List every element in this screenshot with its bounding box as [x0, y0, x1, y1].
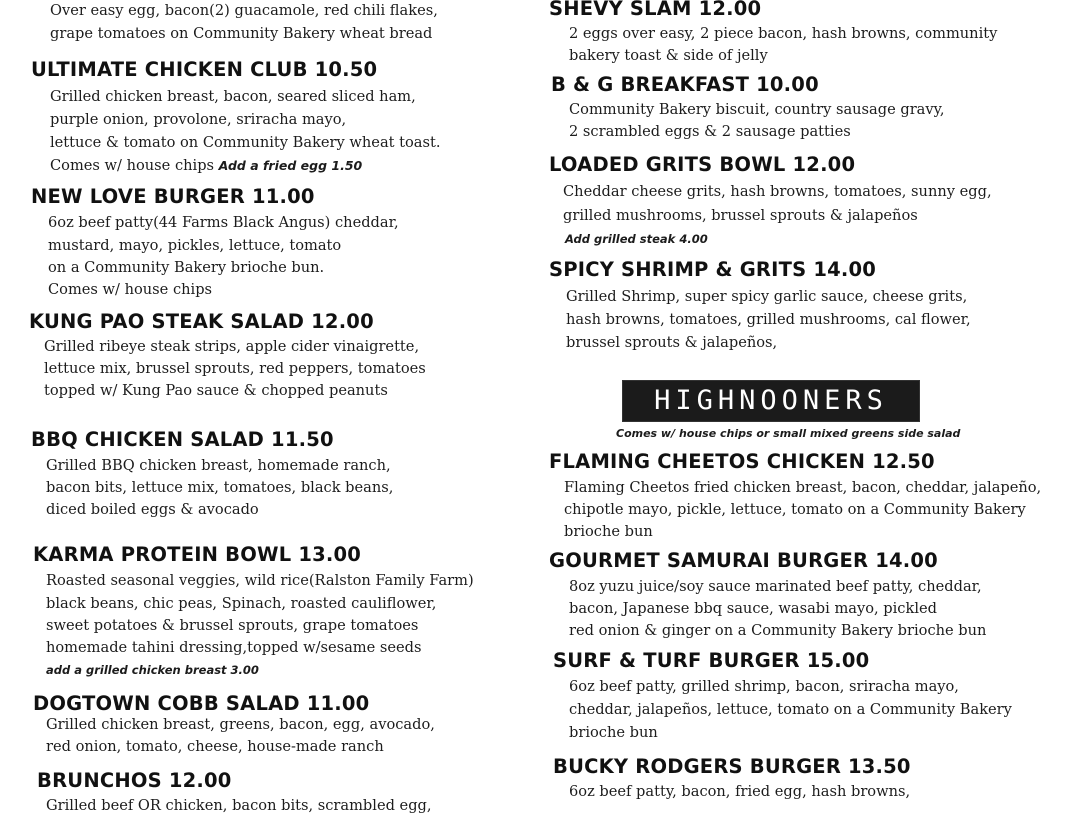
menu-item-description: 2 eggs over easy, 2 piece bacon, hash browns, community [569, 25, 998, 42]
menu-item-description: on a Community Bakery brioche bun. [48, 259, 325, 276]
menu-item-title-bg-breakfast: B & G BREAKFAST 10.00 [551, 73, 819, 96]
menu-item-title-flaming-cheetos-chicken: FLAMING CHEETOS CHICKEN 12.50 [549, 450, 935, 473]
menu-item-description: Grilled chicken breast, greens, bacon, egg, avocado, [46, 716, 435, 733]
left-column [0, 0, 530, 814]
menu-item-title-bbq-chicken-salad: BBQ CHICKEN SALAD 11.50 [31, 428, 334, 451]
menu-item-description: 2 scrambled eggs & 2 sausage patties [569, 123, 851, 140]
menu-item-description: hash browns, tomatoes, grilled mushrooms, cal flower, [566, 311, 971, 328]
menu-item-description: lettuce & tomato on Community Bakery wheat toast. [50, 134, 441, 151]
menu-item-title-bucky-rodgers-burger: BUCKY RODGERS BURGER 13.50 [553, 755, 911, 778]
menu-item-description: sweet potatoes & brussel sprouts, grape tomatoes [46, 617, 419, 634]
menu-item-title-shevy-slam: SHEVY SLAM 12.00 [549, 0, 762, 20]
menu-item-description: chipotle mayo, pickle, lettuce, tomato on a Community Bakery [564, 501, 1026, 518]
menu-item-description: Comes w/ house chips [48, 281, 213, 298]
menu-item-title-gourmet-samurai-burger: GOURMET SAMURAI BURGER 14.00 [549, 549, 938, 572]
menu-item-title-kung-pao-steak-salad: KUNG PAO STEAK SALAD 12.00 [29, 310, 374, 333]
section-banner-highnooners: HIGHNOONERS [622, 380, 920, 422]
menu-item-description: Grilled chicken breast, bacon, seared sliced ham, [50, 88, 416, 105]
menu-item-description: bacon bits, lettuce mix, tomatoes, black beans, [46, 479, 394, 496]
menu-item-description: 6oz beef patty(44 Farms Black Angus) cheddar, [48, 214, 399, 231]
right-column [530, 0, 1080, 808]
menu-item-description: purple onion, provolone, sriracha mayo, [50, 111, 347, 128]
addon-note: add a grilled chicken breast 3.00 [46, 663, 259, 677]
menu-item-description: Grilled Shrimp, super spicy garlic sauce, cheese grits, [566, 288, 968, 305]
section-subtitle: Comes w/ house chips or small mixed greens side salad [616, 427, 961, 440]
menu-item-description: Grilled ribeye steak strips, apple cider vinaigrette, [44, 338, 420, 355]
menu-item-title-karma-protein-bowl: KARMA PROTEIN BOWL 13.00 [33, 543, 362, 566]
menu-item-title-new-love-burger: NEW LOVE BURGER 11.00 [31, 185, 315, 208]
addon-note: Add a fried egg 1.50 [218, 158, 363, 173]
menu-item-title-ultimate-chicken-club: ULTIMATE CHICKEN CLUB 10.50 [31, 58, 378, 81]
menu-item-description: red onion & ginger on a Community Bakery brioche bun [569, 622, 987, 639]
menu-item-description: mustard, mayo, pickles, lettuce, tomato [48, 237, 342, 254]
menu-item-description: grilled mushrooms, brussel sprouts & jalapeños [563, 207, 918, 224]
menu-item-description: lettuce mix, brussel sprouts, red peppers, tomatoes [44, 360, 426, 377]
menu-item-description: Roasted seasonal veggies, wild rice(Ralston Family Farm) [46, 572, 474, 589]
menu-item-title-dogtown-cobb-salad: DOGTOWN COBB SALAD 11.00 [33, 692, 370, 715]
menu-item-description: bacon, Japanese bbq sauce, wasabi mayo, pickled [569, 600, 937, 617]
menu-item-description: Grilled beef OR chicken, bacon bits, scrambled egg, [46, 797, 432, 814]
menu-item-description: brioche bun [564, 523, 653, 540]
menu-item-title-brunchos: BRUNCHOS 12.00 [37, 769, 232, 792]
menu-item-description: bakery toast & side of jelly [569, 47, 768, 64]
menu-item-description: red onion, tomato, cheese, house-made ranch [46, 738, 384, 755]
menu-item-description: Over easy egg, bacon(2) guacamole, red chili flakes, [50, 2, 438, 19]
addon-note: Add grilled steak 4.00 [565, 232, 708, 246]
menu-item-description: brioche bun [569, 724, 658, 741]
menu-item-description-with-addon [50, 155, 362, 178]
menu-item-description: homemade tahini dressing,topped w/sesame seeds [46, 639, 422, 656]
menu-item-description: Cheddar cheese grits, hash browns, tomatoes, sunny egg, [563, 183, 992, 200]
menu-item-title-loaded-grits-bowl: LOADED GRITS BOWL 12.00 [549, 153, 856, 176]
menu-item-description: grape tomatoes on Community Bakery wheat bread [50, 25, 433, 42]
menu-item-description: diced boiled eggs & avocado [46, 501, 259, 518]
menu-item-description: Grilled BBQ chicken breast, homemade ranch, [46, 457, 391, 474]
menu-item-description: black beans, chic peas, Spinach, roasted cauliflower, [46, 595, 437, 612]
menu-item-description: 6oz beef patty, bacon, fried egg, hash browns, [569, 783, 911, 800]
menu-item-description: 6oz beef patty, grilled shrimp, bacon, sriracha mayo, [569, 678, 959, 695]
menu-item-description: Comes w/ house chips [50, 157, 215, 174]
menu-item-description: brussel sprouts & jalapeños, [566, 334, 778, 351]
menu-item-title-spicy-shrimp-grits: SPICY SHRIMP & GRITS 14.00 [549, 258, 877, 281]
menu-item-description: Flaming Cheetos fried chicken breast, bacon, cheddar, jalapeño, [564, 479, 1042, 496]
menu-item-title-surf-turf-burger: SURF & TURF BURGER 15.00 [553, 649, 870, 672]
menu-item-description: Community Bakery biscuit, country sausage gravy, [569, 101, 945, 118]
menu-item-description: cheddar, jalapeños, lettuce, tomato on a Community Bakery [569, 701, 1012, 718]
menu-item-description: topped w/ Kung Pao sauce & chopped peanuts [44, 382, 388, 399]
menu-item-description: 8oz yuzu juice/soy sauce marinated beef patty, cheddar, [569, 578, 982, 595]
